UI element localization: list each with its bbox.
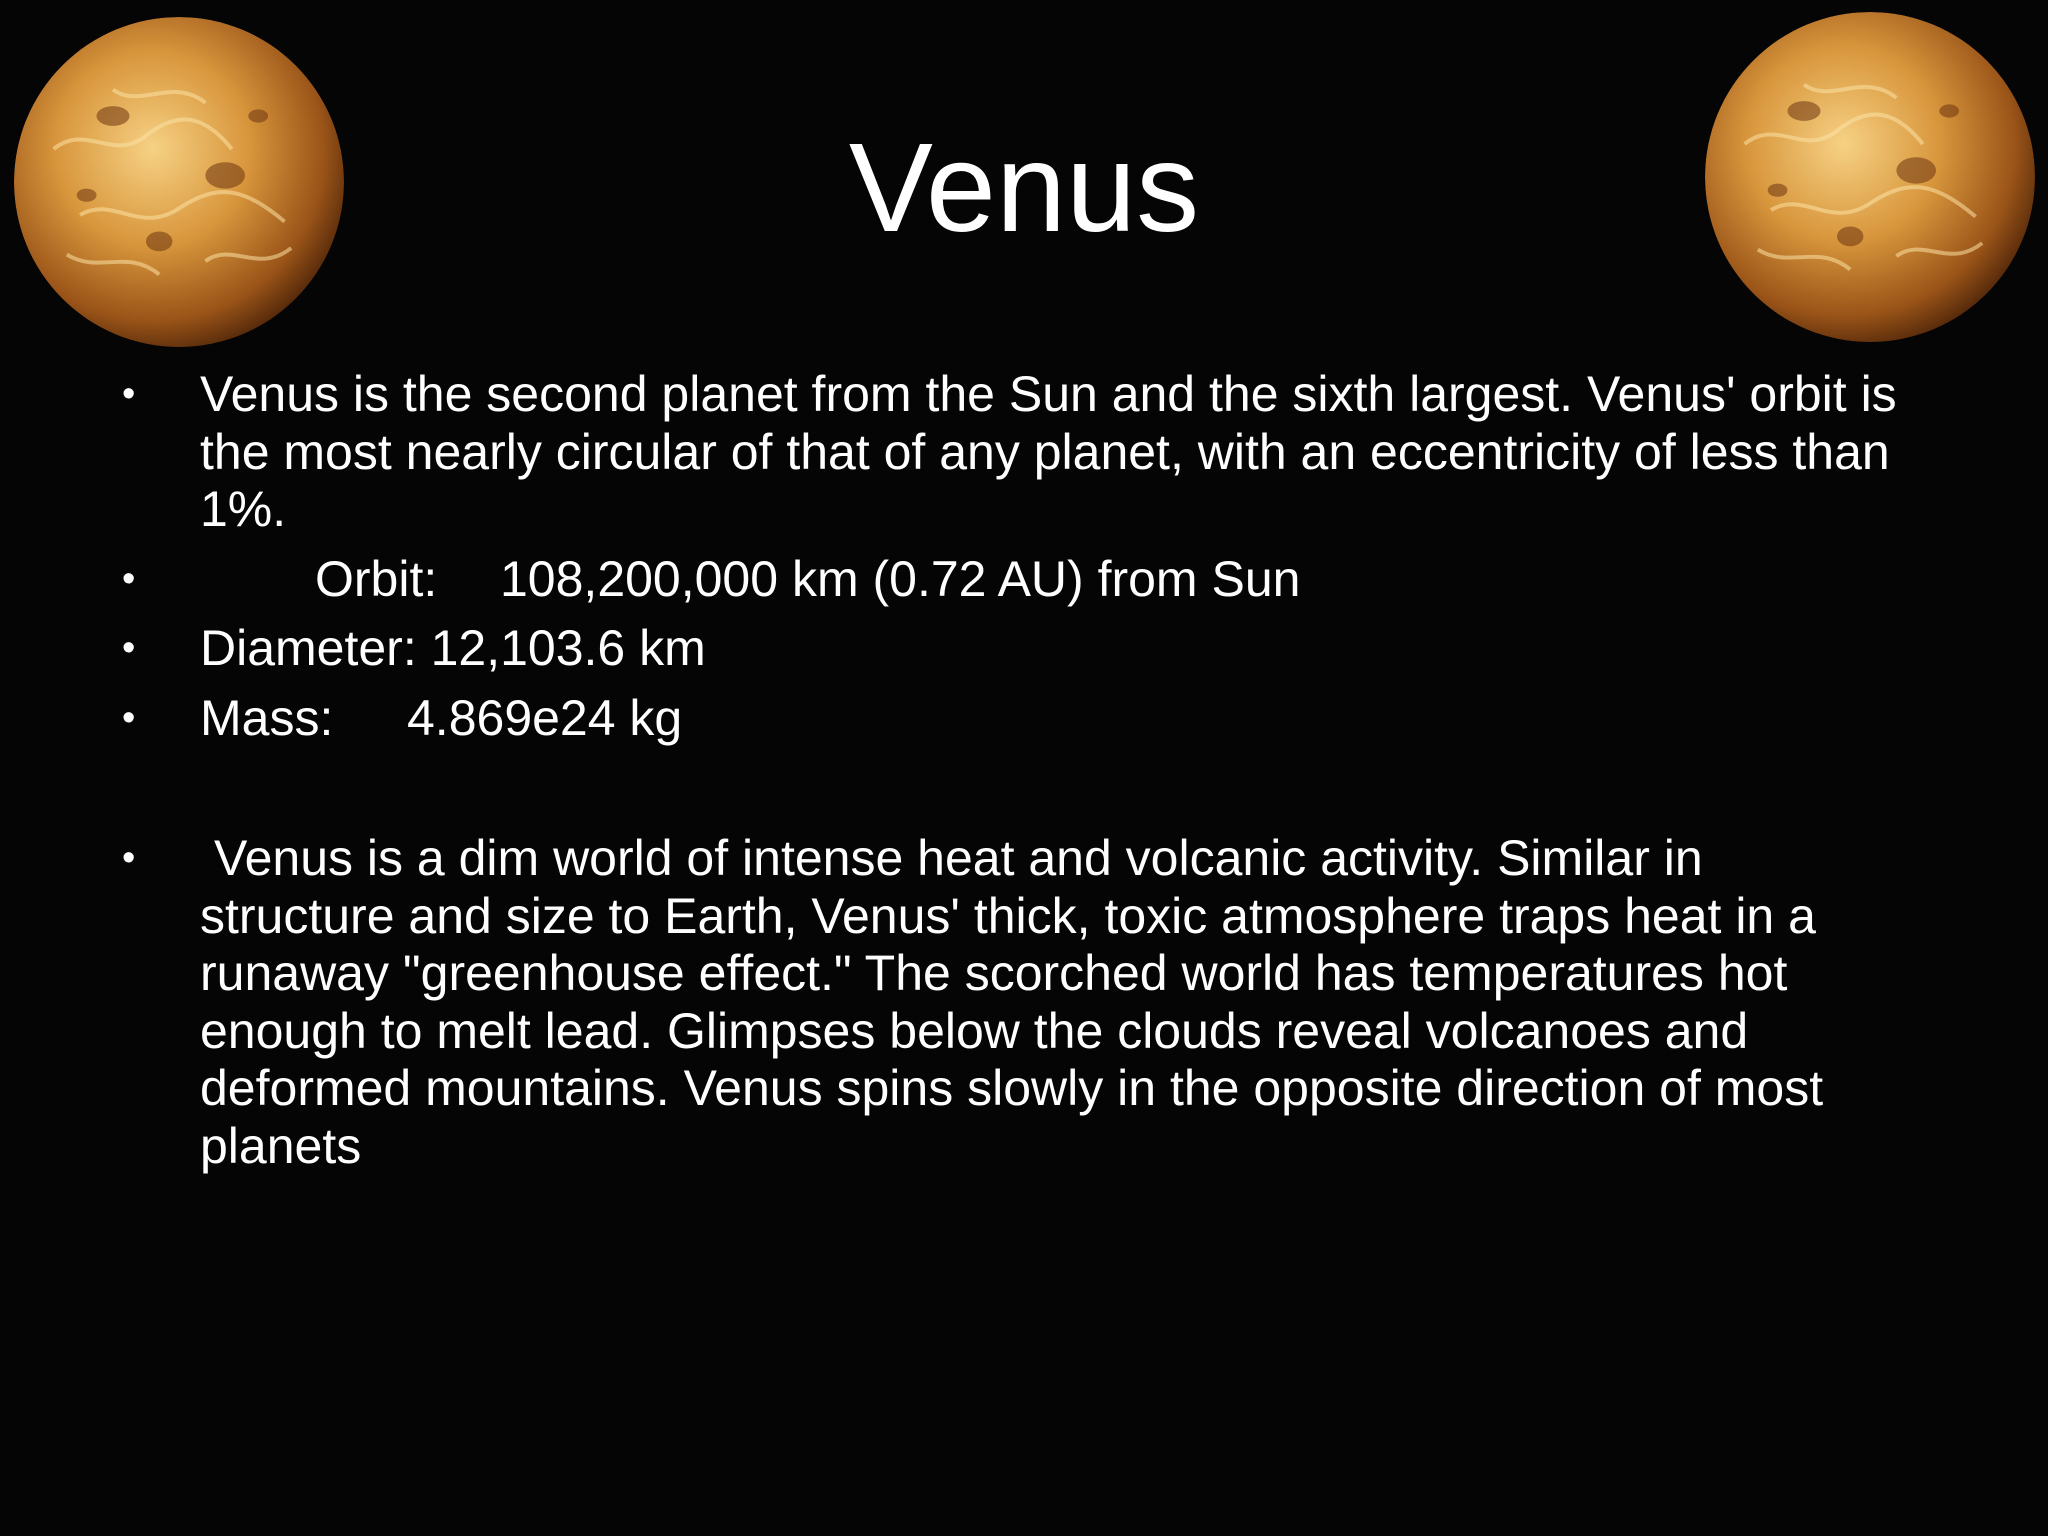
- orbit-value: 108,200,000 km (0.72 AU) from Sun: [500, 550, 1301, 607]
- bullet-text: Venus is a dim world of intense heat and volcanic activity. Similar in structure and size to Earth, Venus' thick, toxic atmosphere traps heat in a runaway "greenhouse effect." The scorched world has temperatures hot enough to melt lead. Glimpses below the clouds reveal volcanoes and deformed mountains. Venus spins slowly in the opposite direction of most planets: [200, 830, 1824, 1174]
- bullet-dot: •: [122, 557, 136, 600]
- bullet-item-intro: [118, 366, 1908, 539]
- bullet-item-mass: [118, 690, 1908, 748]
- bullet-text: Venus is the second planet from the Sun and the sixth largest. Venus' orbit is the most nearly circular of that of any planet, with an eccentricity of less than 1%.: [200, 366, 1897, 537]
- bullet-dot: •: [122, 837, 136, 879]
- bullet-item-description: [118, 830, 1908, 1175]
- mass-value: 4.869e24 kg: [407, 689, 683, 746]
- mass-label: Mass:: [200, 689, 334, 746]
- bullet-item-diameter: [118, 620, 1908, 678]
- orbit-label: Orbit:: [315, 550, 438, 607]
- bullet-dot: •: [122, 696, 136, 739]
- bullet-list: [118, 366, 1908, 1175]
- slide-title: Venus: [848, 117, 1200, 258]
- bullet-item-orbit: [118, 551, 1908, 609]
- diameter-text: Diameter: 12,103.6 km: [200, 620, 706, 676]
- bullet-dot: •: [122, 373, 136, 415]
- bullet-dot: •: [122, 627, 136, 669]
